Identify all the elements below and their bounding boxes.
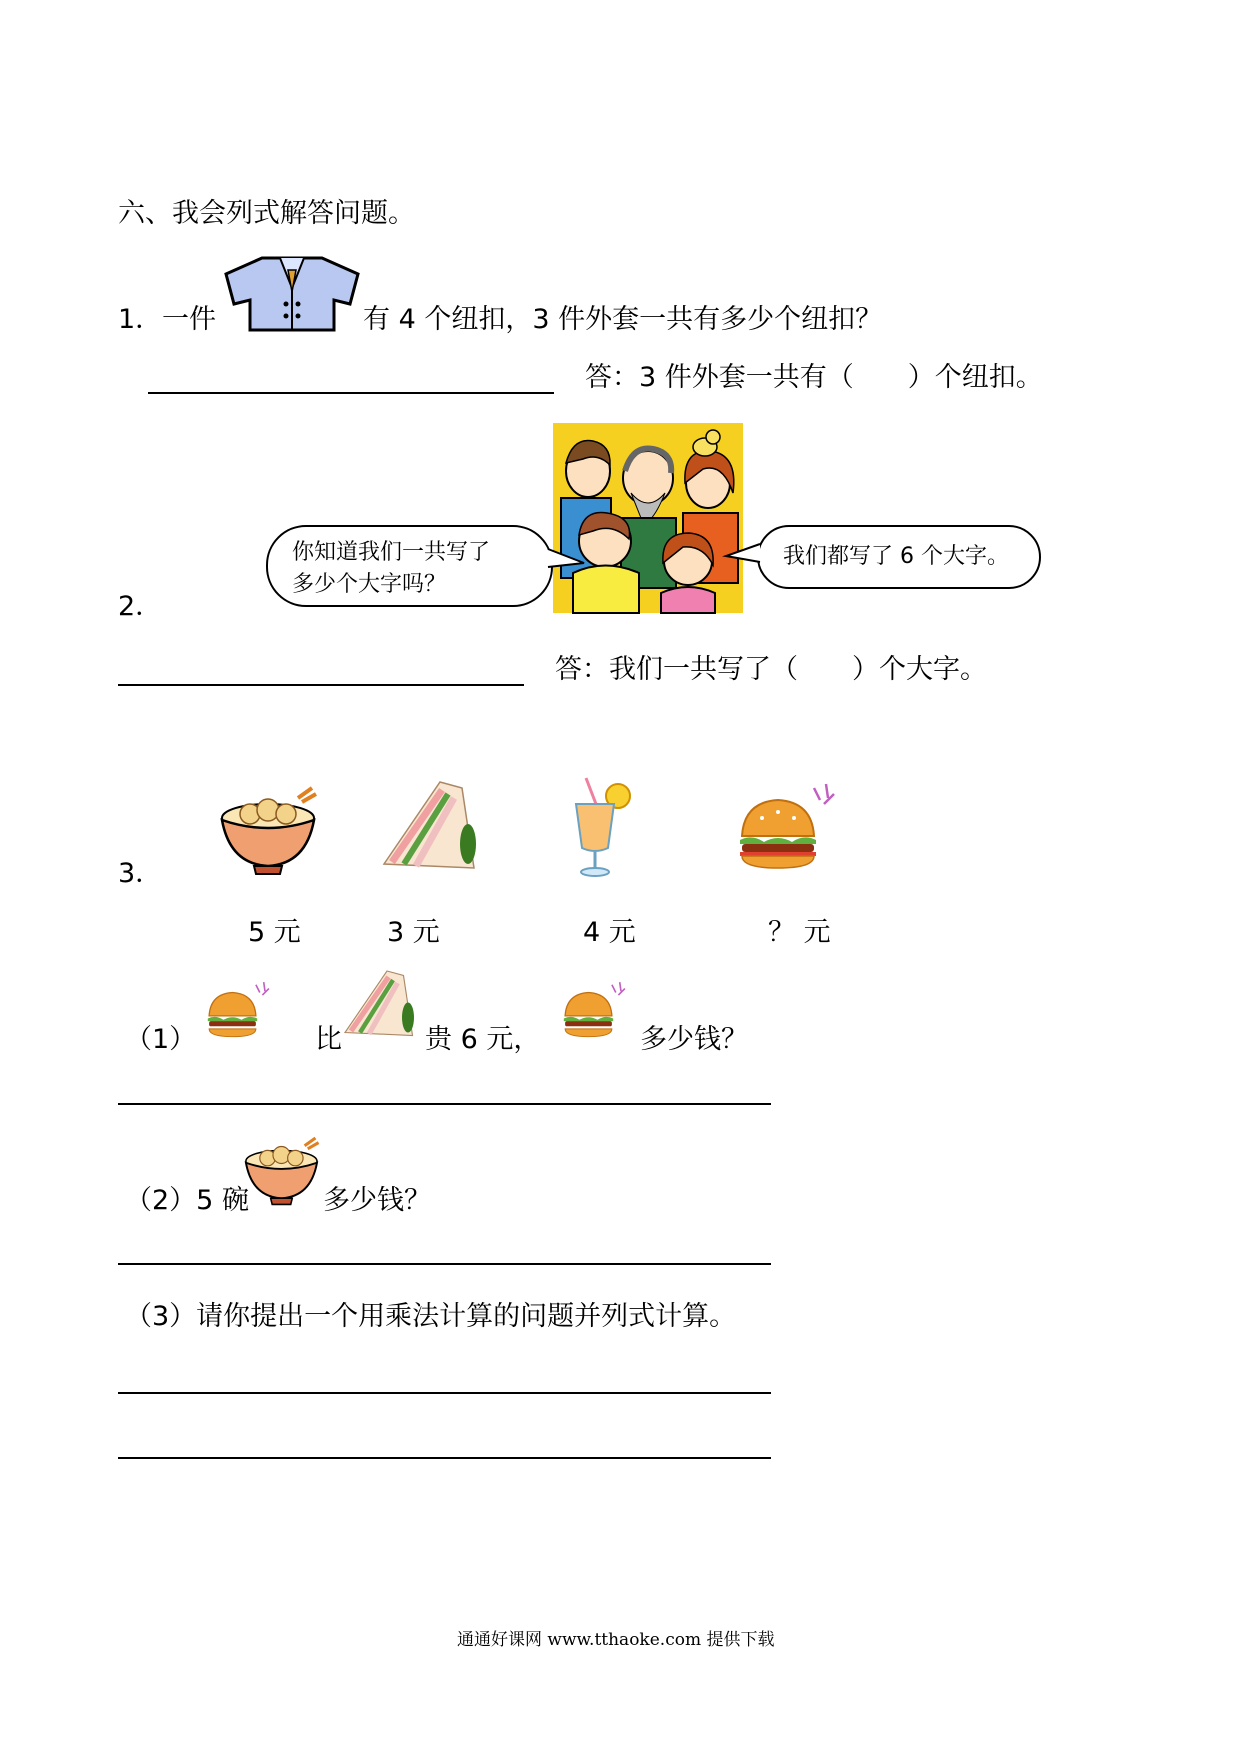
sub3-answer-line-2 [118,1457,771,1459]
footer-text: 通通好课网 www.tthaoke.com 提供下载 [457,1630,775,1650]
sandwich-icon [380,778,476,874]
sub2-question: 多少钱？ [323,1185,431,1216]
family-picture [553,423,743,613]
q1-text-after: 有 4 个纽扣，3 件外套一共有多少个纽扣？ [363,304,883,335]
q2-number: 2． [118,591,163,622]
bubble-left-line-2: 多少个大字吗？ [292,572,447,597]
speech-bubble-right [757,525,1041,589]
burger-icon-sub1-b [556,978,634,1046]
speech-bubble-left [266,525,553,607]
price-rice-bowl: 5 元 [248,917,301,948]
price-juice: 4 元 [583,917,636,948]
sub1-word-gui: 贵 6 元， [425,1024,541,1055]
jacket-icon [222,252,362,334]
sub1-question: 多少钱？ [640,1024,748,1055]
q1-answer-line [148,392,554,394]
rice-bowl-icon [220,788,320,876]
q2-answer: 答：我们一共写了（ ）个大字。 [555,654,987,685]
juice-icon [570,774,630,880]
sub1-word-bi: 比 [315,1024,342,1055]
section-title: 六、我会列式解答问题。 [118,198,415,229]
bubble-left-line-1: 你知道我们一共写了 [292,540,491,565]
burger-icon-sub1-a [200,978,278,1046]
bubble-right-text: 我们都写了 6 个大字。 [783,544,1009,569]
rice-bowl-icon-sub2 [244,1138,322,1206]
price-sandwich: 3 元 [387,917,440,948]
q3-number: 3． [118,858,163,889]
burger-icon [728,780,848,880]
sub1-label: （1） [125,1024,197,1055]
sub2-answer-line [118,1263,771,1265]
q2-answer-line [118,684,524,686]
price-burger: ？ 元 [768,917,831,948]
sub2-label: （2）5 碗 [125,1185,249,1216]
sub3-text: （3）请你提出一个用乘法计算的问题并列式计算。 [125,1301,737,1332]
q1-answer: 答：3 件外套一共有（ ）个纽扣。 [585,362,1043,393]
bubble-right-tail [724,540,764,570]
q1-number: 1． [118,304,163,335]
sub3-answer-line-1 [118,1392,771,1394]
sub1-answer-line [118,1103,771,1105]
sandwich-icon-sub1 [342,968,414,1040]
bubble-left-tail [548,545,588,575]
q1-text-before: 一件 [162,304,216,335]
